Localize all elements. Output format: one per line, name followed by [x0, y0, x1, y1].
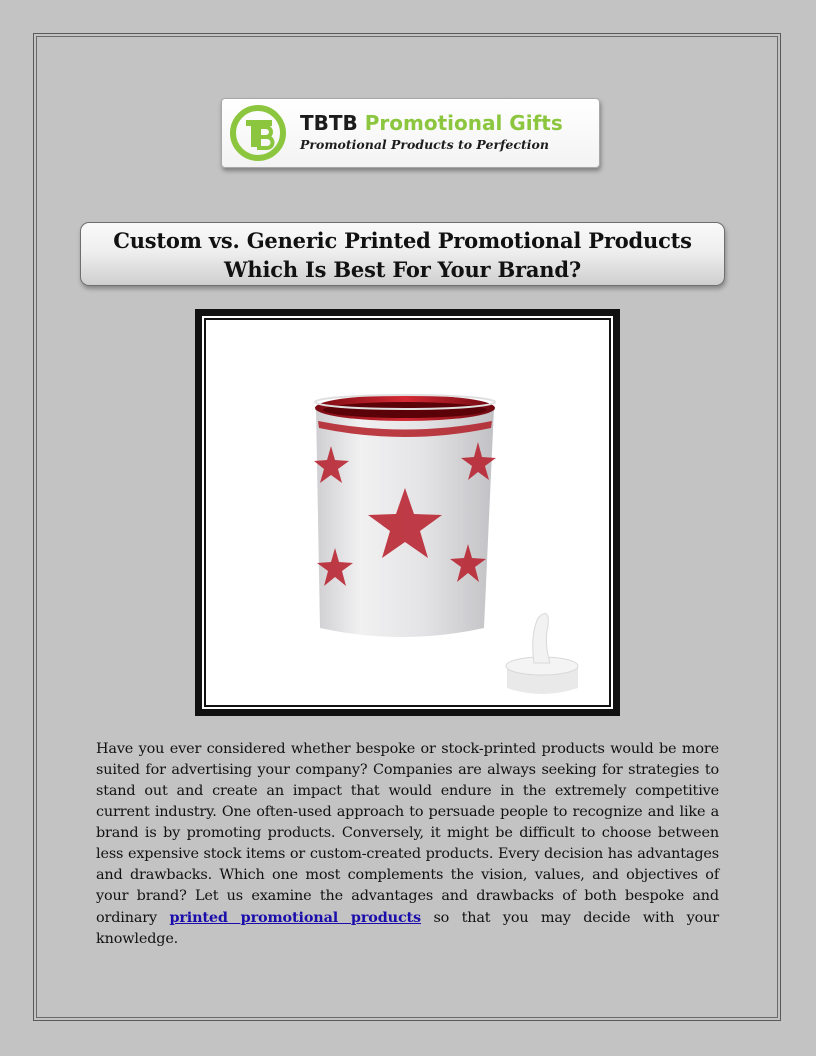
star-candle-holder-image	[202, 316, 613, 709]
brand-logo-banner	[221, 98, 600, 168]
title-line-1: Custom vs. Generic Printed Promotional Products	[113, 228, 692, 253]
title-banner	[80, 222, 725, 286]
paragraph-text: Have you ever considered whether bespoke or stock-printed products would be more suited for advertising your company? Companies are always seeking for strategies to stand out and create an impact that would endure in the extremely competitive current industry. One often-used approach to persuade people to recognize and like a brand is by promoting products. Conversely, it might be difficult to choose between less expensive stock items or custom-created products. Every decision has advantages and drawbacks. Which one most complements the vision, values, and objectives of your brand? Let us examine the advantages and drawbacks of both bespoke and ordinary	[96, 741, 719, 926]
product-photo	[202, 316, 613, 709]
tea-light-icon	[506, 614, 578, 695]
tb-monogram-icon	[228, 105, 288, 161]
brand-name: TBTB Promotional Gifts	[300, 111, 563, 135]
brand-tagline: Promotional Products to Perfection	[300, 137, 549, 152]
printed-promotional-products-link[interactable]: printed promotional products	[169, 909, 422, 926]
paragraph-text-end: so that you may decide with your knowledge.	[96, 910, 719, 947]
title-line-2: Which Is Best For Your Brand?	[224, 257, 581, 282]
product-photo-frame	[195, 309, 620, 716]
intro-paragraph	[96, 739, 719, 950]
